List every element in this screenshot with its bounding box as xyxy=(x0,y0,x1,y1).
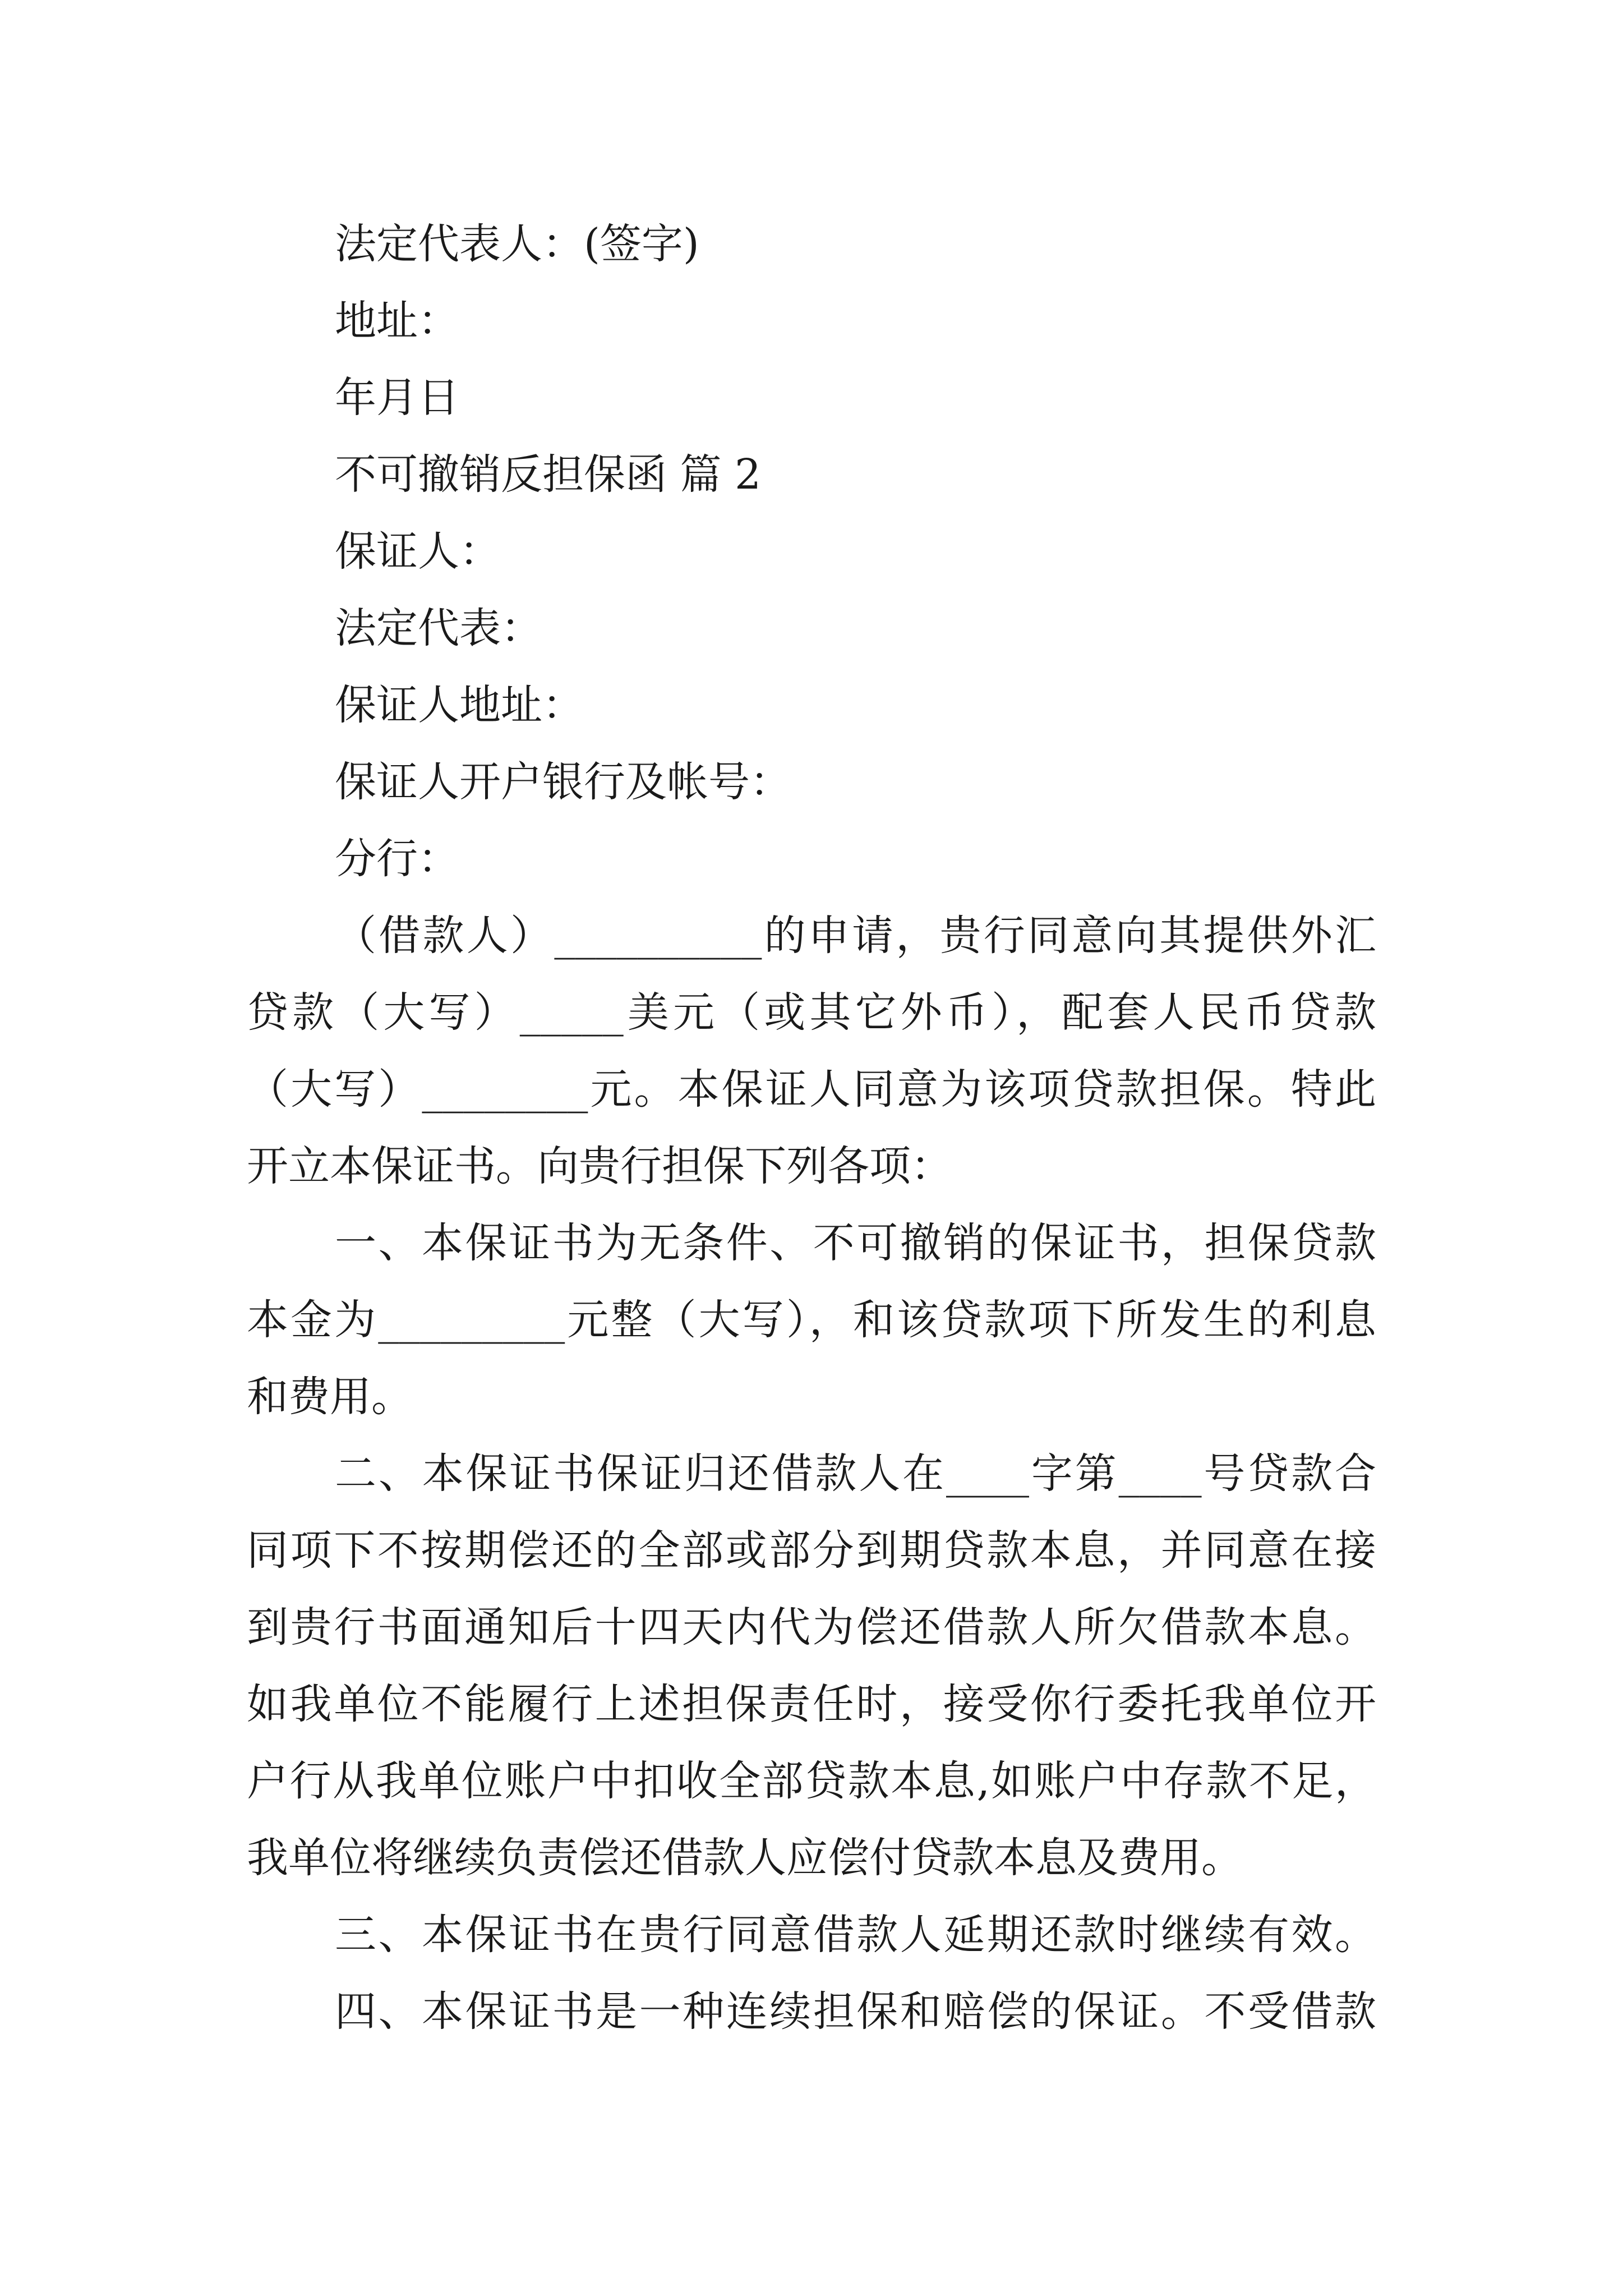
paragraph-line: 到贵行书面通知后十四天内代为偿还借款人所欠借款本息。 xyxy=(247,1603,1376,1651)
guarantor-line: 保证人： xyxy=(335,527,501,576)
paragraph-line: 如我单位不能履行上述担保责任时，接受你行委托我单位开 xyxy=(247,1680,1376,1728)
paragraph-line: 和费用。 xyxy=(247,1373,413,1421)
address-line: 地址： xyxy=(335,297,459,345)
paragraph-line: 一、本保证书为无条件、不可撤销的保证书，担保贷款 xyxy=(335,1219,1376,1267)
paragraph-line: 四、本保证书是一种连续担保和赔偿的保证。不受借款 xyxy=(335,1987,1376,2036)
branch-line: 分行： xyxy=(335,835,459,883)
paragraph-line: 贷款（大写）_____美元（或其它外币），配套人民币贷款 xyxy=(247,988,1376,1037)
paragraph-line: （借款人）__________的申请，贵行同意向其提供外汇 xyxy=(335,912,1376,960)
paragraph-line: 开立本保证书。向贵行担保下列各项： xyxy=(247,1142,952,1190)
paragraph-line: （大写）________元。本保证人同意为该项贷款担保。特此 xyxy=(247,1065,1376,1114)
paragraph-line: 户行从我单位账户中扣收全部贷款本息,如账户中存款不足， xyxy=(247,1757,1376,1805)
guarantor-address-line: 保证人地址： xyxy=(335,681,584,729)
paragraph-line: 三、本保证书在贵行同意借款人延期还款时继续有效。 xyxy=(335,1911,1376,1959)
paragraph-line: 同项下不按期偿还的全部或部分到期贷款本息，并同意在接 xyxy=(247,1526,1376,1575)
paragraph-line: 二、本保证书保证归还借款人在____字第____号贷款合 xyxy=(335,1450,1376,1498)
paragraph-line: 本金为_________元整（大写），和该贷款项下所发生的利息 xyxy=(247,1296,1376,1344)
section-title: 不可撤销反担保函 篇 2 xyxy=(335,450,762,499)
bank-account-line: 保证人开户银行及帐号： xyxy=(335,758,791,806)
date-line: 年月日 xyxy=(335,374,459,422)
legal-representative-line: 法定代表人：(签字) xyxy=(335,220,699,268)
legal-rep-line: 法定代表： xyxy=(335,604,542,652)
paragraph-line: 我单位将继续负责偿还借款人应偿付贷款本息及费用。 xyxy=(247,1834,1243,1882)
